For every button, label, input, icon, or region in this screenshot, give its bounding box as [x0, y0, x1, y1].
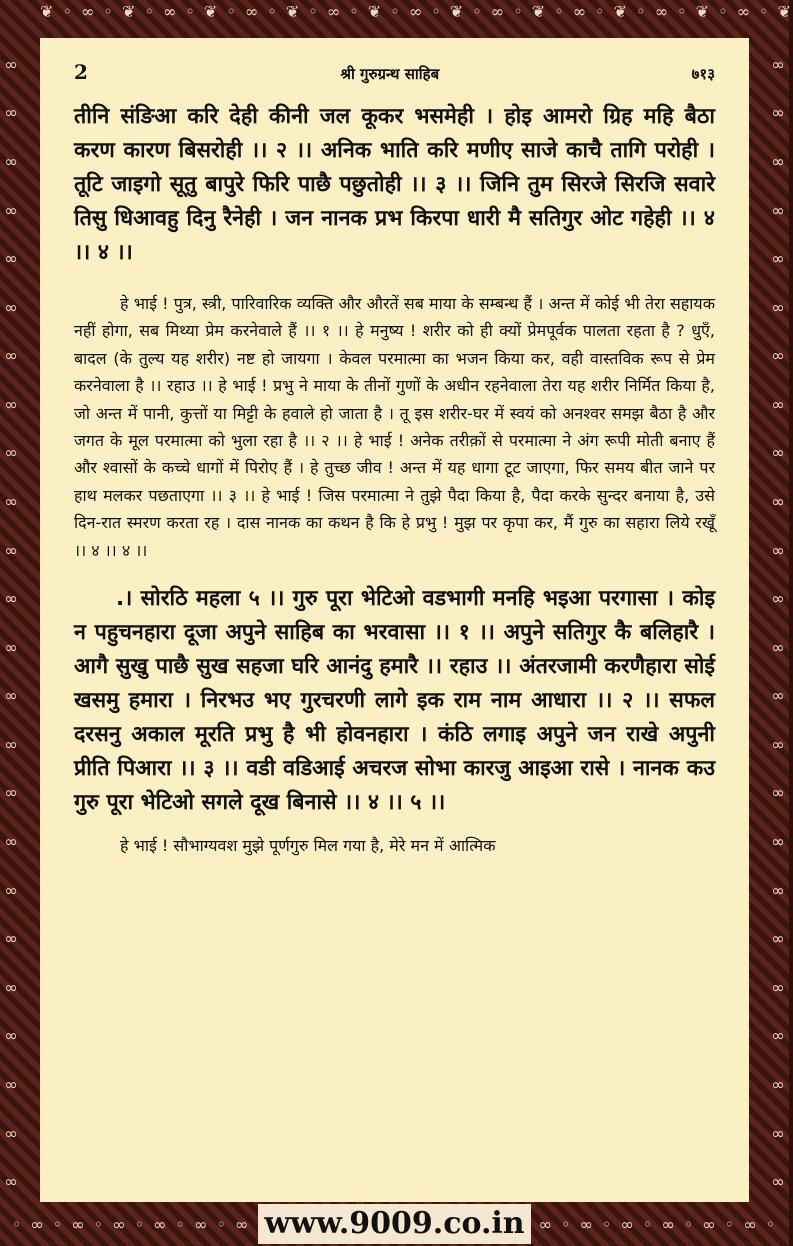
- website-link[interactable]: www.9009.co.in: [258, 1204, 530, 1244]
- scripture-page: [40, 38, 749, 1202]
- verse-text: .। सोरठि महला ५ ।। गुरु पूरा भेटिओ वडभागी मनहि भइआ परगासा । कोइ न पहुचनहारा दूजा अपुने साहिब का भरवासा ।। १ ।। अपुने सतिगुर कै बलिहारै । आगै सुखु पाछै सुख सहजा घरि आनंदु हमारै ।। रहाउ ।। अंतरजामी करणैहारा सोई खसमु हमारा । निरभउ भए गुरचरणी लागे इक राम नाम आधारा ।। २ ।। सफल दरसनु अकाल मूरति प्रभु है भी होवनहारा । कंठि लगाइ अपुने जन राखे अपुनी प्रीति पिआरा ।। ३ ।। वडी वडिआई अचरज सोभा कारजु आइआ रासे । नानक कउ गुरु पूरा भेटिओ सगले दूख बिनासे ।। ४ ।। ५ ।।: [74, 586, 715, 816]
- page-number: 2: [74, 60, 88, 84]
- footer-ornament-left: ◦ ∞ ◦ ∞ ◦ ∞ ◦ ∞ ◦ ∞ ◦ ∞: [11, 1214, 251, 1234]
- translation-text: हे भाई ! सौभाग्यवश मुझे पूर्णगुरु मिल गया है, मेरे मन में आत्मिक: [120, 836, 496, 856]
- footer-bar: [11, 1202, 778, 1246]
- page-title: श्री गुरुग्रन्थ साहिब: [340, 65, 440, 83]
- frame-ornament-right: ∞ ∞ ∞ ∞ ∞ ∞ ∞ ∞ ∞ ∞ ∞ ∞ ∞ ∞ ∞ ∞ ∞ ∞ ∞ ∞ ∞ ∞ ∞ ∞: [771, 54, 785, 1192]
- frame-ornament-top: ❦ ◦ ∞ ◦ ❦ ◦ ∞ ◦ ❦ ◦ ∞ ◦ ❦ ◦ ∞ ◦ ❦ ◦ ∞ ◦ ❦ ◦ ∞ ◦ ❦ ◦ ∞ ◦ ❦ ◦ ∞ ◦ ❦ ◦ ∞ ◦ ❦: [40, 1, 793, 21]
- footer-ornament-right: ∞ ◦ ∞ ◦ ∞ ◦ ∞ ◦ ∞ ◦ ∞ ◦: [538, 1214, 778, 1234]
- frame-ornament-left: ∞ ∞ ∞ ∞ ∞ ∞ ∞ ∞ ∞ ∞ ∞ ∞ ∞ ∞ ∞ ∞ ∞ ∞ ∞ ∞ ∞ ∞ ∞ ∞: [4, 54, 18, 1192]
- ang-number: ७१३: [691, 65, 715, 83]
- translation-text: हे भाई ! पुत्र, स्त्री, पारिवारिक व्यक्ति और औरतें सब माया के सम्बन्ध हैं । अन्त में कोई भी तेरा सहायक नहीं होगा, सब मिथ्या प्रेम करनेवाले हैं ।। १ ।। हे मनुष्य ! शरीर को ही क्यों प्रेमपूर्वक पालता रहता है ? धुएँ, बादल (के तुल्य यह शरीर) नष्ट हो जायगा । केवल परमात्मा का भजन किया कर, वही वास्तविक रूप से प्रेम करनेवाला है ।। रहाउ ।। हे भाई ! प्रभु ने माया के तीनों गुणों के अधीन रहनेवाला तेरा यह शरीर निर्मित किया है, जो अन्त में पानी, कुत्तों या मिट्टी के हवाले हो जाता है । तू इस शरीर-घर में स्वयं को अनश्वर समझ बैठा है और जगत के मूल परमात्मा को भुला रहा है ।। २ ।। हे भाई ! अनेक तरीक़ों से परमात्मा ने अंग रूपी मोती बनाए हैं और श्वासों के कच्चे धागों में पिरोए हैं । हे तुच्छ जीव ! अन्त में यह धागा टूट जाएगा, फिर समय बीत जाने पर हाथ मलकर पछताएगा ।। ३ ।। हे भाई ! जिस परमात्मा ने तुझे पैदा किया है, पैदा करके सुन्दर बनाया है, उसे दिन-रात स्मरण करता रह । दास नानक का कथन है कि हे प्रभु ! मुझ पर कृपा कर, मैं गुरु का सहारा लिये रखूँ ।। ४ ।। ४ ।।: [74, 294, 715, 560]
- verse-text: तीनि संङिआ करि देही कीनी जल कूकर भसमेही । होइ आमरो ग्रिह महि बैठा करण कारण बिसरोही ।। २ ।। अनिक भाति करि मणीए साजे काचै तागि परोही । तूटि जाइगो सूतु बापुरे फिरि पाछै पछुतोही ।। ३ ।। जिनि तुम सिरजे सिरजि सवारे तिसु धिआवहु दिनु रैनेही । जन नानक प्रभ किरपा धारी मै सतिगुर ओट गहेही ।। ४ ।। ४ ।।: [74, 104, 715, 265]
- page-header: [74, 60, 715, 94]
